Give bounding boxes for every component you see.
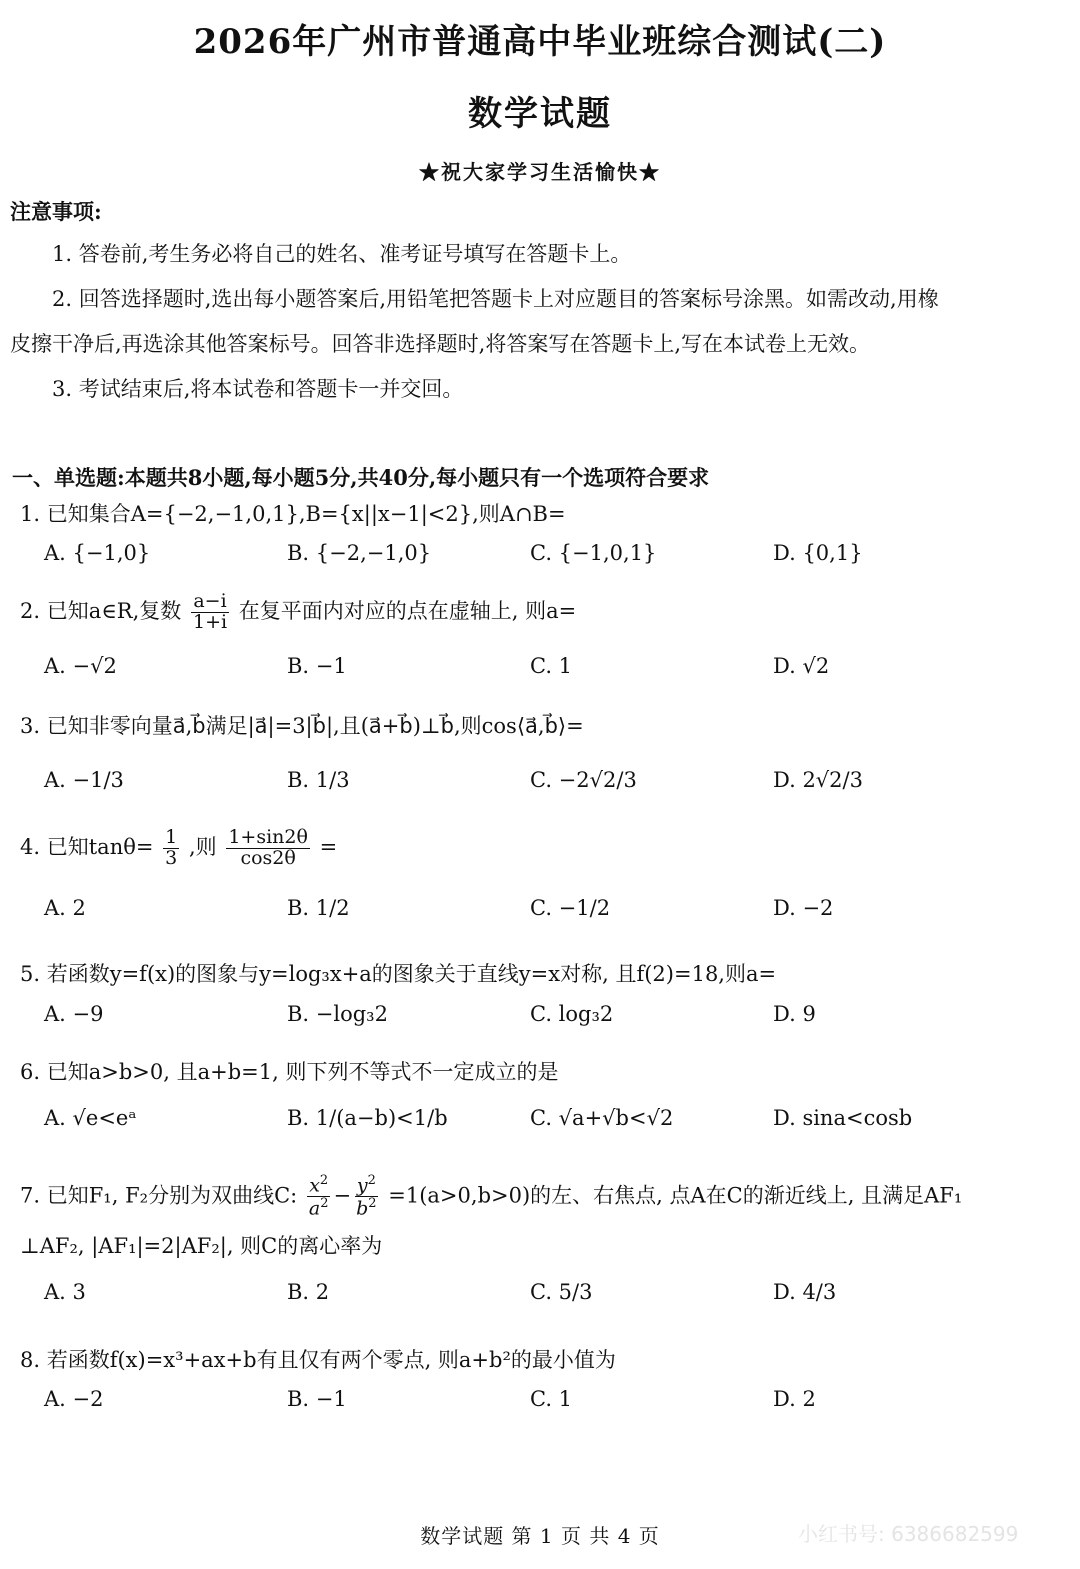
q4-post: = bbox=[319, 834, 338, 859]
q7-stem-line2: ⊥AF₂, |AF₁|=2|AF₂|, 则C的离心率为 bbox=[20, 1234, 383, 1258]
q4-fraction-1 bbox=[163, 828, 179, 869]
q2-option-d: D. √2 bbox=[773, 654, 830, 678]
q4-frac2-num: 1+sin2θ bbox=[228, 826, 308, 848]
q7-option-a: A. 3 bbox=[44, 1280, 86, 1304]
motto: ★祝大家学习生活愉快★ bbox=[419, 160, 661, 184]
q3-stem: 3. 已知非零向量a⃗,b⃗满足|a⃗|=3|b⃗|,且(a⃗+b⃗)⊥b⃗,则cos⟨a⃗,b⃗⟩= bbox=[20, 714, 584, 738]
q4-frac1-den: 3 bbox=[165, 846, 178, 869]
q7-number: 7. bbox=[20, 1183, 41, 1208]
q2-option-b: B. −1 bbox=[287, 654, 347, 678]
q2-post: 在复平面内对应的点在虚轴上, 则a= bbox=[238, 598, 577, 623]
q5-option-b: B. −log₃2 bbox=[287, 1002, 388, 1026]
q4-frac1-num: 1 bbox=[165, 826, 178, 848]
q1-option-a: A. {−1,0} bbox=[44, 541, 151, 565]
q7-post: =1(a>0,b>0)的左、右焦点, 点A在C的渐近线上, 且满足AF₁ bbox=[388, 1183, 963, 1208]
exam-subtitle: 数学试题 bbox=[468, 94, 612, 134]
q4-frac2-den: cos2θ bbox=[240, 846, 296, 869]
q2-option-a: A. −√2 bbox=[44, 654, 117, 678]
notice-item-3: 3. 考试结束后,将本试卷和答题卡一并交回。 bbox=[52, 377, 464, 401]
q3-option-d: D. 2√2/3 bbox=[773, 768, 863, 792]
q5-option-a: A. −9 bbox=[44, 1002, 104, 1026]
q2-fraction bbox=[191, 592, 229, 633]
q5-option-c: C. log₃2 bbox=[530, 1002, 614, 1026]
section-heading: 一、单选题:本题共8小题,每小题5分,共40分,每小题只有一个选项符合要求 bbox=[12, 465, 710, 490]
q2-pre: 已知a∈R,复数 bbox=[46, 598, 182, 623]
q6-option-b: B. 1/(a−b)<1/b bbox=[287, 1106, 448, 1130]
q1-option-c: C. {−1,0,1} bbox=[530, 541, 657, 565]
q4-option-b: B. 1/2 bbox=[287, 896, 350, 920]
notice-heading: 注意事项: bbox=[10, 199, 102, 224]
q6-option-c: C. √a+√b<√2 bbox=[530, 1106, 674, 1130]
q4-mid: ,则 bbox=[188, 834, 217, 859]
q8-option-a: A. −2 bbox=[44, 1387, 104, 1411]
q1-stem: 1. 已知集合A={−2,−1,0,1},B={x||x−1|<2},则A∩B= bbox=[20, 502, 566, 526]
q7-frac-x: $\frac{x^2}{a^2}$ bbox=[308, 1173, 329, 1220]
q8-option-b: B. −1 bbox=[287, 1387, 347, 1411]
q7-stem: 7. 已知F₁, F₂分别为双曲线C: $\frac{x^2}{a^2}$ − $\frac{y^2}{b^2}$ =1(a>0,b>0)的左、右焦点, 点A在C的渐近线上, 且满足AF₁ bbox=[20, 1173, 963, 1220]
q4-fraction-2 bbox=[226, 828, 310, 869]
q4-option-c: C. −1/2 bbox=[530, 896, 611, 920]
q2-option-c: C. 1 bbox=[530, 654, 573, 678]
q6-stem: 6. 已知a>b>0, 且a+b=1, 则下列不等式不一定成立的是 bbox=[20, 1060, 559, 1084]
q8-stem: 8. 若函数f(x)=x³+ax+b有且仅有两个零点, 则a+b²的最小值为 bbox=[20, 1348, 616, 1372]
q4-pre: 已知tanθ= bbox=[46, 834, 154, 859]
q7-frac-y: $\frac{y^2}{b^2}$ bbox=[356, 1173, 377, 1220]
q7-pre: 已知F₁, F₂分别为双曲线C: bbox=[46, 1183, 298, 1208]
q1-option-b: B. {−2,−1,0} bbox=[287, 541, 432, 565]
q7-option-d: D. 4/3 bbox=[773, 1280, 837, 1304]
q4-stem bbox=[20, 828, 337, 869]
q3-option-c: C. −2√2/3 bbox=[530, 768, 637, 792]
q3-option-a: A. −1/3 bbox=[44, 768, 124, 792]
q8-option-c: C. 1 bbox=[530, 1387, 573, 1411]
q4-option-a: A. 2 bbox=[44, 896, 86, 920]
q4-option-d: D. −2 bbox=[773, 896, 834, 920]
notice-item-2: 2. 回答选择题时,选出每小题答案后,用铅笔把答题卡上对应题目的答案标号涂黑。如需改动,用橡 bbox=[52, 287, 939, 311]
q4-number: 4. bbox=[20, 834, 41, 859]
q2-number: 2. bbox=[20, 598, 41, 623]
q2-stem bbox=[20, 592, 576, 633]
q2-frac-den: 1+i bbox=[192, 610, 228, 633]
q7-option-c: C. 5/3 bbox=[530, 1280, 593, 1304]
exam-title: 2026年广州市普通高中毕业班综合测试(二) bbox=[193, 22, 887, 62]
q1-option-d: D. {0,1} bbox=[773, 541, 863, 565]
q2-frac-num: a−i bbox=[193, 590, 227, 612]
q5-option-d: D. 9 bbox=[773, 1002, 816, 1026]
q8-option-d: D. 2 bbox=[773, 1387, 816, 1411]
q5-stem: 5. 若函数y=f(x)的图象与y=log₃x+a的图象关于直线y=x对称, 且f(2)=18,则a= bbox=[20, 962, 777, 986]
notice-item-1: 1. 答卷前,考生务必将自己的姓名、准考证号填写在答题卡上。 bbox=[52, 242, 632, 266]
q6-option-a: A. √e<eᵃ bbox=[44, 1106, 137, 1130]
q7-option-b: B. 2 bbox=[287, 1280, 330, 1304]
q3-option-b: B. 1/3 bbox=[287, 768, 350, 792]
watermark: 小红书号: 6386682599 bbox=[798, 1522, 1019, 1546]
notice-item-2-cont: 皮擦干净后,再选涂其他答案标号。回答非选择题时,将答案写在答题卡上,写在本试卷上无效。 bbox=[10, 332, 871, 356]
q6-option-d: D. sina<cosb bbox=[773, 1106, 913, 1130]
page-footer: 数学试题 第 1 页 共 4 页 bbox=[420, 1524, 660, 1548]
